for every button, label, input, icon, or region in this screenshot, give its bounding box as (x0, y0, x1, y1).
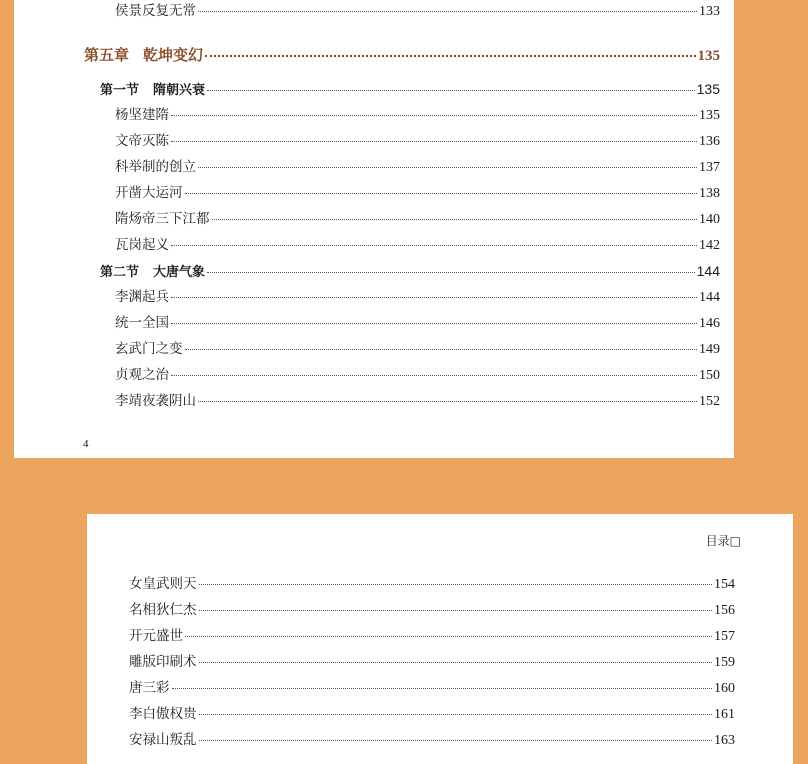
dot-leader (171, 323, 697, 324)
chapter-title: 乾坤变幻 (143, 46, 204, 64)
dot-leader (205, 55, 695, 57)
toc-entry-page: 161 (714, 707, 735, 722)
toc-entry (115, 340, 720, 358)
toc-entry-title: 隋炀帝三下江都 (115, 211, 210, 227)
section-page: 144 (696, 263, 720, 279)
dot-leader (199, 714, 713, 715)
section-title: 大唐气象 (153, 265, 206, 280)
toc-entry (115, 210, 720, 228)
toc-entry-page: 152 (699, 394, 720, 409)
toc-entry (129, 601, 735, 619)
dot-leader (199, 610, 713, 611)
toc-entry-page: 149 (699, 342, 720, 357)
toc-entry (115, 314, 720, 332)
toc-entry-title: 科举制的创立 (115, 159, 196, 175)
toc-entry-page: 160 (714, 681, 735, 696)
toc-entry-page: 137 (699, 160, 720, 175)
toc-entry-title: 统一全国 (115, 315, 169, 331)
dot-leader (171, 141, 697, 142)
toc-entry-title: 侯景反复无常 (115, 3, 196, 19)
dot-leader (199, 662, 713, 663)
toc-entry (115, 132, 720, 150)
toc-entry-page: 135 (699, 108, 720, 123)
toc-entry-page: 157 (714, 629, 735, 644)
dot-leader (171, 375, 697, 376)
dot-leader (172, 688, 713, 689)
section-label: 第一节 (100, 83, 140, 98)
dot-leader (198, 401, 697, 402)
toc-page-left (14, 0, 734, 458)
running-head: 目录□ (705, 534, 741, 548)
toc-entry (115, 236, 720, 254)
toc-entry-title: 文帝灭陈 (115, 133, 169, 149)
toc-entry (115, 366, 720, 384)
toc-entry-title: 瓦岗起义 (115, 237, 169, 253)
toc-entry-title: 安禄山叛乱 (129, 732, 197, 748)
toc-entry-page: 163 (714, 733, 735, 748)
toc-entry-page: 159 (714, 655, 735, 670)
toc-entry-title: 玄武门之变 (115, 341, 183, 357)
toc-entry-title: 雕版印刷术 (129, 654, 197, 670)
toc-entry-title: 唐三彩 (129, 680, 170, 696)
dot-leader (199, 584, 713, 585)
toc-entry (129, 731, 735, 749)
toc-entry (115, 158, 720, 176)
dot-leader (207, 272, 695, 273)
dot-leader (207, 90, 695, 91)
toc-entry-page: 133 (699, 4, 720, 19)
toc-entry-page: 154 (714, 577, 735, 592)
toc-chapter (84, 46, 720, 64)
toc-entry (129, 627, 735, 645)
toc-entry-title: 女皇武则天 (129, 576, 197, 592)
toc-entry-title: 李靖夜袭阴山 (115, 393, 196, 409)
dot-leader (199, 740, 713, 741)
toc-entry-title: 开凿大运河 (115, 185, 183, 201)
dot-leader (171, 245, 697, 246)
toc-entry-title: 李渊起兵 (115, 289, 169, 305)
toc-entry (129, 653, 735, 671)
dot-leader (171, 115, 697, 116)
toc-section (100, 80, 720, 98)
toc-section (100, 262, 720, 280)
toc-entry (115, 392, 720, 410)
toc-entry-page: 138 (699, 186, 720, 201)
toc-entry (129, 679, 735, 697)
toc-entry (115, 106, 720, 124)
dot-leader (198, 11, 697, 12)
toc-entry-title: 名相狄仁杰 (129, 602, 197, 618)
toc-entry-title: 杨坚建隋 (115, 107, 169, 123)
section-label: 第二节 (100, 265, 140, 280)
toc-entry-page: 146 (699, 316, 720, 331)
dot-leader (212, 219, 698, 220)
chapter-label: 第五章 (84, 46, 130, 64)
toc-entry-page: 140 (699, 212, 720, 227)
section-page: 135 (696, 81, 720, 97)
toc-entry (115, 2, 720, 20)
toc-page-right (87, 514, 793, 764)
dot-leader (185, 193, 698, 194)
toc-entry-page: 142 (699, 238, 720, 253)
toc-entry-page: 150 (699, 368, 720, 383)
section-title: 隋朝兴衰 (153, 83, 206, 98)
dot-leader (198, 167, 697, 168)
toc-entry (115, 288, 720, 306)
chapter-page: 135 (697, 48, 720, 64)
toc-entry (129, 705, 735, 723)
toc-entry-title: 李白傲权贵 (129, 706, 197, 722)
toc-entry (115, 184, 720, 202)
toc-entry (129, 575, 735, 593)
dot-leader (185, 636, 712, 637)
toc-entry-title: 贞观之治 (115, 367, 169, 383)
toc-entry-page: 144 (699, 290, 720, 305)
toc-entry-page: 156 (714, 603, 735, 618)
dot-leader (171, 297, 697, 298)
toc-entry-title: 开元盛世 (129, 628, 183, 644)
toc-entry-page: 136 (699, 134, 720, 149)
dot-leader (185, 349, 698, 350)
page-number: 4 (83, 438, 89, 450)
